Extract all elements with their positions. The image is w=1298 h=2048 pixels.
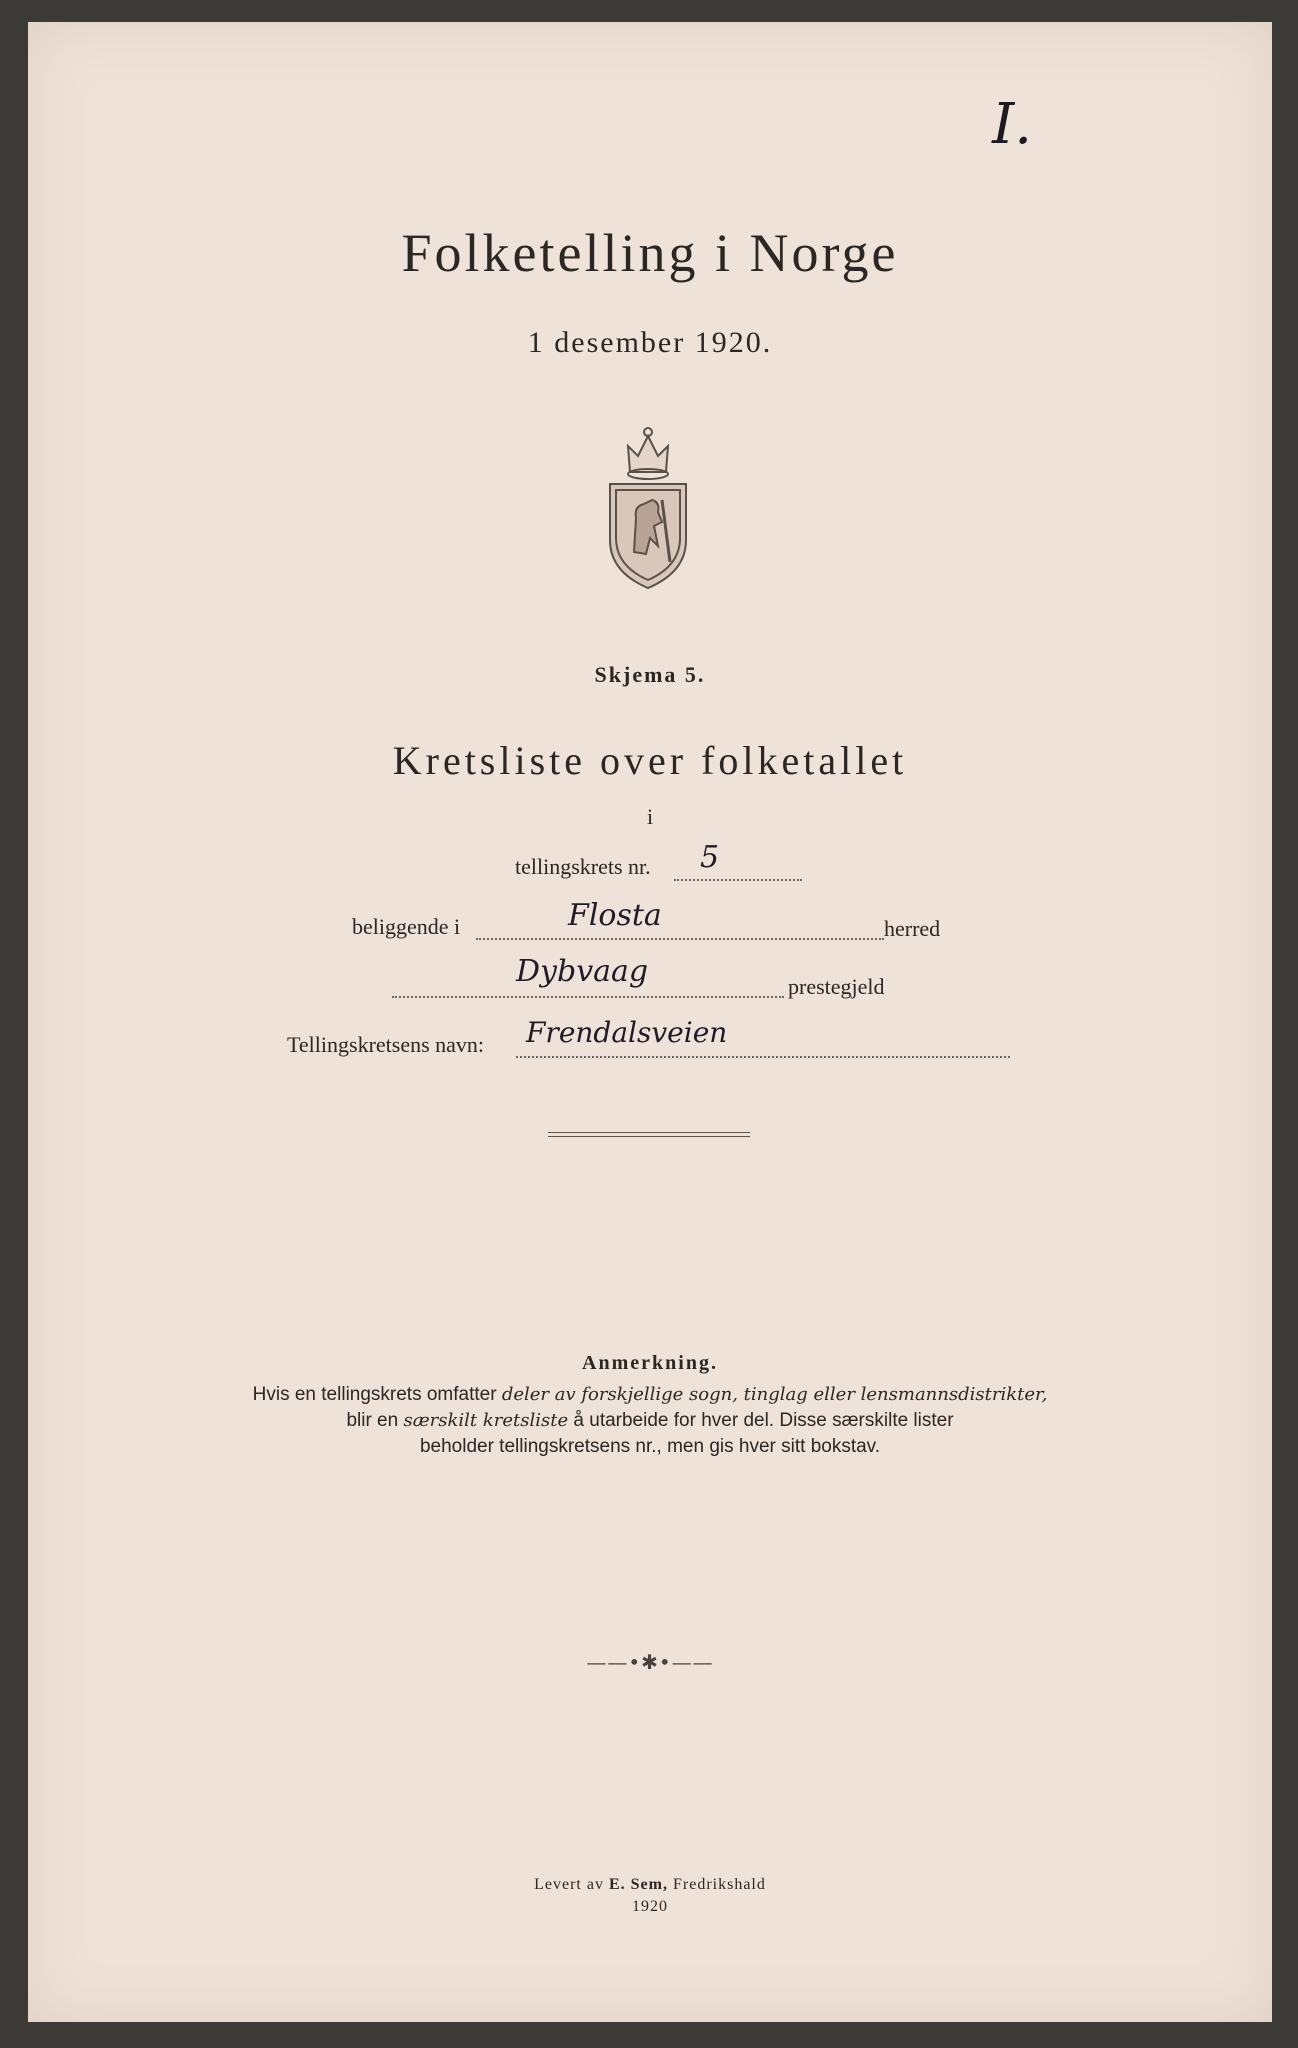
divider-rule <box>548 1132 750 1137</box>
printer-place: Fredrikshald <box>667 1876 766 1893</box>
note-text <box>28 1382 1272 1460</box>
form-heading: Kretsliste over folketallet <box>392 738 908 783</box>
norwegian-coat-of-arms-icon <box>600 422 696 592</box>
prestegjeld-value: Dybvaag <box>516 954 649 989</box>
note-line-1 <box>28 1382 1272 1408</box>
printer-prefix: Levert av <box>534 1876 609 1893</box>
census-form-page <box>28 22 1272 2022</box>
note-line-3: beholder tellingskretsens nr., men gis hver sitt bokstav. <box>419 1436 881 1457</box>
beliggende-label: beliggende i <box>352 914 461 939</box>
note-line-2-italic: særskilt kretsliste <box>403 1410 569 1431</box>
tellingskrets-label: tellingskrets nr. <box>515 854 651 879</box>
prestegjeld-line <box>392 996 784 998</box>
beliggende-value: Flosta <box>568 898 662 933</box>
note-line-1-italic: deler av forskjellige sogn, tinglag eller lensmannsdistrikter, <box>501 1384 1048 1405</box>
form-number: Skjema 5. <box>594 662 706 687</box>
printer-name: E. Sem, <box>608 1876 668 1893</box>
prestegjeld-label: prestegjeld <box>788 974 885 999</box>
tellingskrets-line <box>674 879 802 881</box>
beliggende-line <box>476 938 884 940</box>
printer-line <box>28 1874 1272 1896</box>
document-title: Folketelling i Norge <box>401 223 899 283</box>
tellingskrets-value: 5 <box>700 840 720 875</box>
note-heading: Anmerkning. <box>582 1352 718 1374</box>
ornament-divider: ——•✱•—— <box>586 1650 714 1674</box>
note-line-2-rest: å utarbeide for hver del. Disse særskilte lister <box>568 1410 954 1431</box>
printer-footer <box>28 1874 1272 1918</box>
heading-connector: i <box>646 804 654 829</box>
printer-year: 1920 <box>632 1898 668 1915</box>
navn-label: Tellingskretsens navn: <box>287 1032 485 1057</box>
herred-label: herred <box>884 916 941 941</box>
note-line-1-plain: Hvis en tellingskrets omfatter <box>252 1384 502 1405</box>
note-line-2 <box>28 1408 1272 1434</box>
note-line-2-plain: blir en <box>346 1410 404 1431</box>
navn-line <box>516 1056 1010 1058</box>
navn-value: Frendalsveien <box>526 1016 728 1049</box>
census-date: 1 desember 1920. <box>527 326 773 359</box>
page-number: I. <box>992 92 1032 157</box>
